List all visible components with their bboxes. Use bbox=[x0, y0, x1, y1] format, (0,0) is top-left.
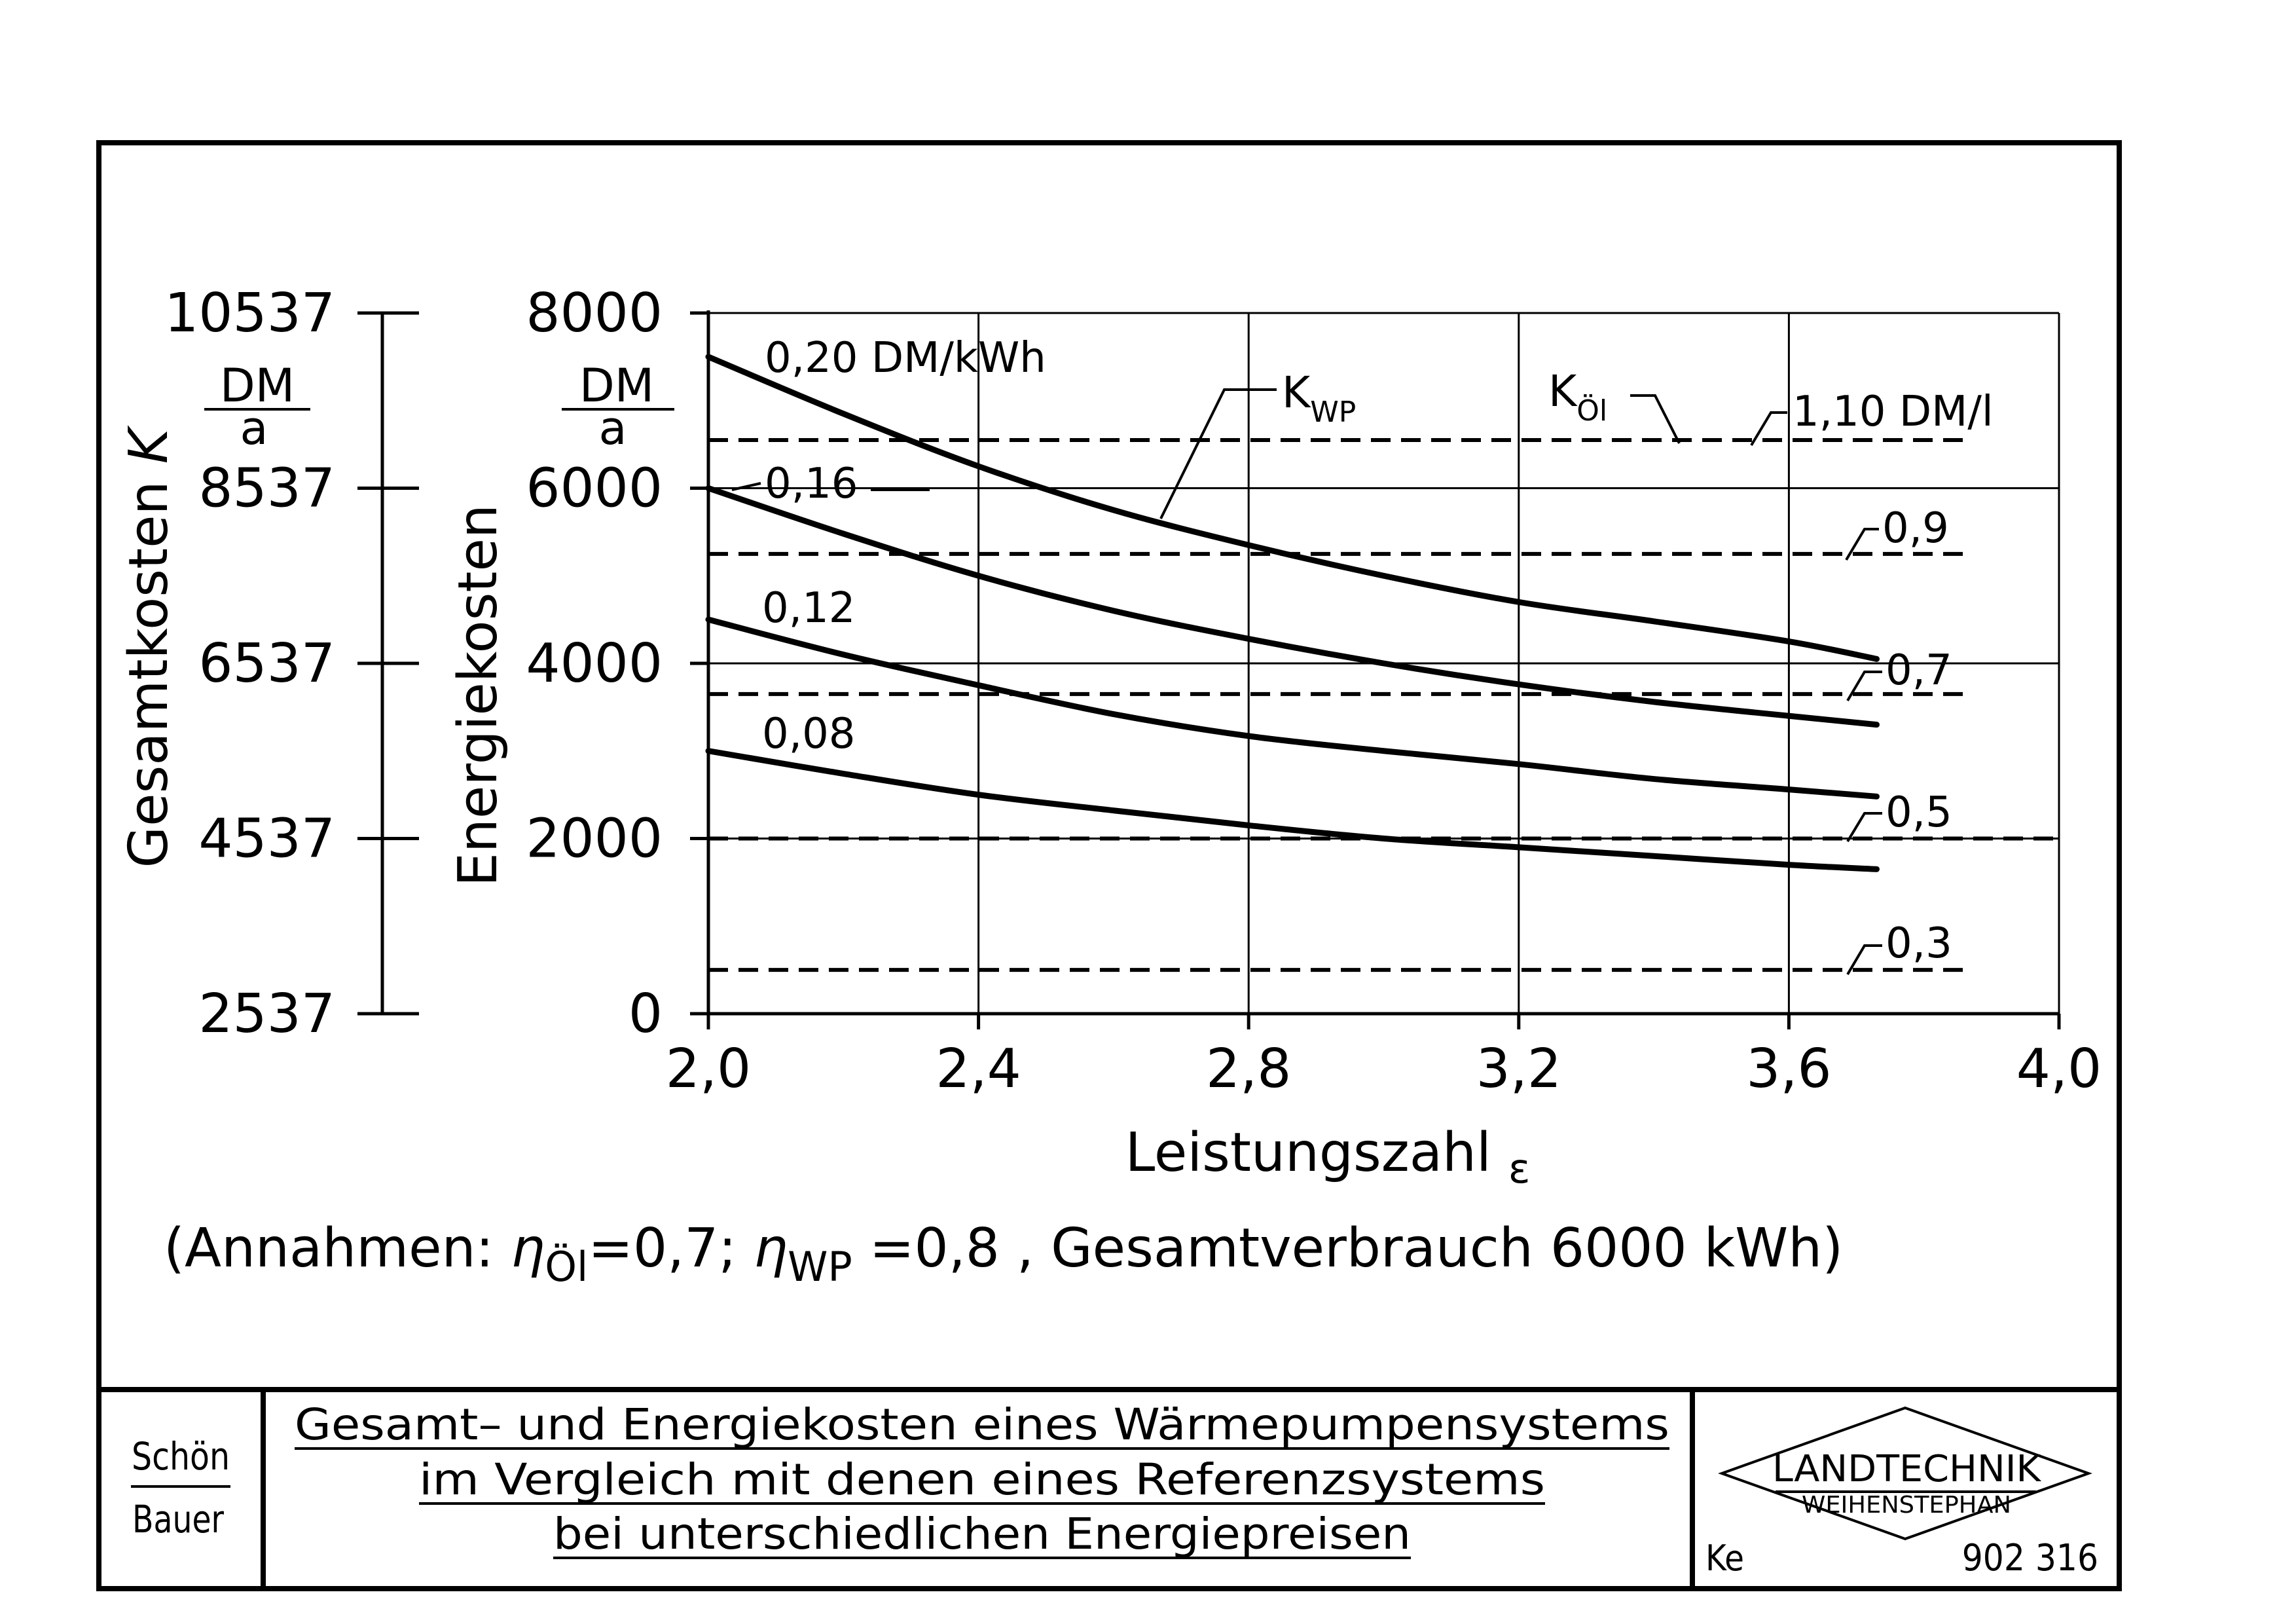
x-axis-label: Leistungszahl $_\varepsilon$ bbox=[1125, 1122, 1531, 1192]
logo-sub: WEIHENSTEPHAN bbox=[1802, 1492, 2011, 1519]
eta-oel: η bbox=[511, 1217, 545, 1280]
kwp-curve-3 bbox=[708, 751, 1876, 870]
eta-oel-sub: Öl bbox=[545, 1243, 589, 1291]
author-1: Schön bbox=[132, 1434, 230, 1479]
kwp-leader bbox=[1161, 390, 1277, 519]
drawing-code-left: Ke bbox=[1705, 1538, 1745, 1579]
x-tick-label: 2,4 bbox=[936, 1038, 1021, 1100]
y-axis-unit-den: a bbox=[598, 401, 627, 455]
y2-axis-unit-num: DM bbox=[219, 359, 295, 413]
logo-main: LANDTECHNIK bbox=[1772, 1448, 2043, 1490]
y-tick-label: 2000 bbox=[526, 807, 663, 870]
eta-wp-sub: WP bbox=[788, 1243, 852, 1291]
figure-title-line-3: bei unterschiedlichen Energiepreisen bbox=[553, 1509, 1411, 1559]
oil-label-05: 0,5 bbox=[1886, 788, 1952, 837]
eta-wp: η bbox=[754, 1217, 788, 1280]
oil-label-110: 1,10 DM/l bbox=[1793, 388, 1994, 436]
oil-leader-07 bbox=[1848, 672, 1882, 701]
y2-tick-label: 4537 bbox=[198, 807, 335, 870]
y-tick-label: 8000 bbox=[526, 282, 663, 344]
figure-title-line-1: Gesamt– und Energiekosten eines Wärmepumpensystems bbox=[295, 1399, 1669, 1450]
y2-axis-label: Gesamtkosten K bbox=[118, 424, 180, 868]
drawing-code-right: 902 316 bbox=[1961, 1537, 2098, 1579]
leader-lines bbox=[732, 390, 1882, 974]
oil-label-09: 0,9 bbox=[1882, 504, 1949, 553]
koel-label: $K_{Öl}$ bbox=[1548, 366, 1608, 428]
kwp-curve-1 bbox=[708, 489, 1876, 725]
y2-axis-symbol: K bbox=[118, 428, 180, 464]
x-tick-label: 4,0 bbox=[2016, 1038, 2102, 1100]
y2-axis-unit-den: a bbox=[240, 401, 268, 455]
y-tick-label: 4000 bbox=[526, 633, 663, 695]
author-2: Bauer bbox=[132, 1497, 225, 1541]
y-axis-label: Energiekosten bbox=[447, 504, 509, 887]
y-tick-label: 0 bbox=[628, 983, 663, 1045]
oil-label-03: 0,3 bbox=[1886, 919, 1952, 968]
y2-tick-label: 10537 bbox=[164, 282, 335, 344]
x-tick-label: 3,6 bbox=[1746, 1038, 1832, 1100]
y2-tick-label: 8537 bbox=[198, 457, 335, 520]
curve-label-012: 0,12 bbox=[762, 584, 856, 633]
y2-tick-label: 6537 bbox=[198, 633, 335, 695]
x-axis-symbol: ε bbox=[1508, 1145, 1531, 1192]
oil-label-07: 0,7 bbox=[1886, 646, 1952, 695]
curve-label-008: 0,08 bbox=[762, 710, 856, 758]
y-axis-unit-num: DM bbox=[579, 359, 655, 413]
figure-title-line-2: im Vergleich mit denen eines Referenzsystems bbox=[419, 1454, 1545, 1505]
x-tick-label: 2,0 bbox=[665, 1038, 752, 1100]
curve-label-016: 0,16 bbox=[765, 460, 858, 508]
koel-label-sub: Öl bbox=[1576, 394, 1608, 428]
x-tick-label: 3,2 bbox=[1476, 1038, 1562, 1100]
koel-leader bbox=[1630, 396, 1679, 443]
kwp-label: $K_{WP}$ bbox=[1282, 367, 1357, 429]
x-tick-label: 2,8 bbox=[1205, 1038, 1292, 1100]
kwp-label-sub: WP bbox=[1310, 396, 1357, 429]
y-tick-label: 6000 bbox=[526, 457, 663, 520]
y2-tick-label: 2537 bbox=[198, 983, 335, 1045]
assumptions-note: (Annahmen: $\eta_{Öl}=0,7$; $\eta_{WP} =0,8$ , Gesamtverbrauch 6000 kWh) bbox=[164, 1217, 1844, 1291]
curve-label-020: 0,20 DM/kWh bbox=[765, 334, 1046, 382]
